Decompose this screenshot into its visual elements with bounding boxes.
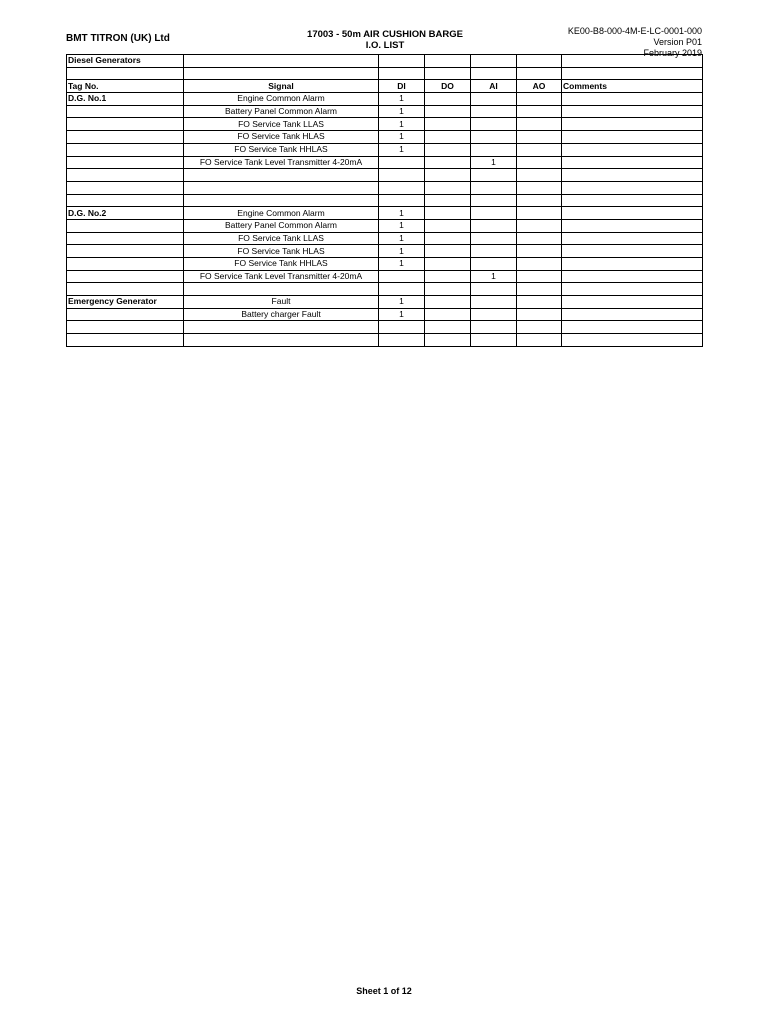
empty-cell xyxy=(425,55,471,68)
col-header-tag: Tag No. xyxy=(67,80,184,93)
cell-signal: Battery Panel Common Alarm xyxy=(184,219,379,232)
cell-tag xyxy=(67,156,184,169)
cell-ai xyxy=(471,181,517,194)
empty-cell xyxy=(562,55,703,68)
cell-ai xyxy=(471,169,517,182)
cell-tag xyxy=(67,283,184,296)
cell-ai xyxy=(471,308,517,321)
cell-signal: FO Service Tank HHLAS xyxy=(184,258,379,271)
table-row xyxy=(67,245,703,258)
cell-ao xyxy=(517,143,562,156)
cell-di xyxy=(379,181,425,194)
cell-tag xyxy=(67,232,184,245)
cell-ai xyxy=(471,321,517,334)
table-row xyxy=(67,219,703,232)
empty-cell xyxy=(184,67,379,80)
cell-signal: Fault xyxy=(184,296,379,309)
cell-ai: 1 xyxy=(471,270,517,283)
cell-tag: D.G. No.2 xyxy=(67,207,184,220)
table-row xyxy=(67,194,703,207)
cell-tag xyxy=(67,181,184,194)
cell-do xyxy=(425,93,471,106)
cell-di: 1 xyxy=(379,105,425,118)
list-title: I.O. LIST xyxy=(365,40,405,51)
project-title: 17003 - 50m AIR CUSHION BARGE xyxy=(307,29,463,40)
cell-tag xyxy=(67,118,184,131)
cell-comments xyxy=(562,118,703,131)
cell-ai xyxy=(471,194,517,207)
cell-ai xyxy=(471,143,517,156)
cell-do xyxy=(425,219,471,232)
cell-tag xyxy=(67,169,184,182)
cell-ai xyxy=(471,232,517,245)
col-header-ai: AI xyxy=(471,80,517,93)
cell-di xyxy=(379,194,425,207)
cell-di: 1 xyxy=(379,219,425,232)
cell-tag xyxy=(67,308,184,321)
cell-tag: Emergency Generator xyxy=(67,296,184,309)
cell-di: 1 xyxy=(379,232,425,245)
empty-cell xyxy=(67,67,184,80)
col-header-ao: AO xyxy=(517,80,562,93)
cell-comments xyxy=(562,156,703,169)
table-row xyxy=(67,207,703,220)
cell-ai xyxy=(471,283,517,296)
cell-signal: Battery Panel Common Alarm xyxy=(184,105,379,118)
cell-ao xyxy=(517,258,562,271)
cell-di: 1 xyxy=(379,308,425,321)
cell-ai: 1 xyxy=(471,156,517,169)
cell-di xyxy=(379,169,425,182)
cell-comments xyxy=(562,207,703,220)
cell-do xyxy=(425,308,471,321)
cell-do xyxy=(425,334,471,347)
cell-di: 1 xyxy=(379,207,425,220)
table-row xyxy=(67,143,703,156)
cell-tag xyxy=(67,131,184,144)
cell-comments xyxy=(562,258,703,271)
cell-comments xyxy=(562,270,703,283)
cell-do xyxy=(425,105,471,118)
cell-do xyxy=(425,169,471,182)
empty-cell xyxy=(379,55,425,68)
cell-ao xyxy=(517,321,562,334)
table-row xyxy=(67,232,703,245)
table-row xyxy=(67,118,703,131)
table-row xyxy=(67,105,703,118)
section-title: Diesel Generators xyxy=(67,55,184,68)
empty-cell xyxy=(184,55,379,68)
cell-ao xyxy=(517,283,562,296)
cell-signal xyxy=(184,169,379,182)
cell-ao xyxy=(517,219,562,232)
cell-tag xyxy=(67,194,184,207)
empty-cell xyxy=(562,67,703,80)
cell-comments xyxy=(562,283,703,296)
cell-tag xyxy=(67,219,184,232)
cell-do xyxy=(425,321,471,334)
empty-cell xyxy=(517,55,562,68)
cell-di: 1 xyxy=(379,118,425,131)
cell-tag: D.G. No.1 xyxy=(67,93,184,106)
cell-ai xyxy=(471,207,517,220)
cell-ao xyxy=(517,131,562,144)
cell-di xyxy=(379,321,425,334)
cell-signal: FO Service Tank HLAS xyxy=(184,245,379,258)
table-row xyxy=(67,270,703,283)
table-row xyxy=(67,296,703,309)
cell-comments xyxy=(562,245,703,258)
cell-signal xyxy=(184,334,379,347)
cell-do xyxy=(425,245,471,258)
cell-ao xyxy=(517,207,562,220)
cell-comments xyxy=(562,296,703,309)
cell-di: 1 xyxy=(379,131,425,144)
table-row xyxy=(67,334,703,347)
cell-comments xyxy=(562,131,703,144)
empty-cell xyxy=(471,55,517,68)
cell-ao xyxy=(517,93,562,106)
section-title-row xyxy=(67,55,703,68)
cell-comments xyxy=(562,93,703,106)
cell-di xyxy=(379,270,425,283)
cell-signal: FO Service Tank Level Transmitter 4-20mA xyxy=(184,156,379,169)
column-header-row xyxy=(67,80,703,93)
cell-di: 1 xyxy=(379,296,425,309)
cell-comments xyxy=(562,308,703,321)
cell-comments xyxy=(562,219,703,232)
cell-comments xyxy=(562,232,703,245)
doc-number: KE00-B8-000-4M-E-LC-0001-000 xyxy=(567,26,702,36)
cell-di: 1 xyxy=(379,93,425,106)
cell-ai xyxy=(471,118,517,131)
cell-di: 1 xyxy=(379,258,425,271)
cell-signal xyxy=(184,283,379,296)
cell-tag xyxy=(67,321,184,334)
table-row xyxy=(67,93,703,106)
table-row xyxy=(67,308,703,321)
cell-ao xyxy=(517,181,562,194)
cell-ai xyxy=(471,131,517,144)
cell-signal: FO Service Tank HLAS xyxy=(184,131,379,144)
cell-ao xyxy=(517,169,562,182)
cell-do xyxy=(425,131,471,144)
cell-ao xyxy=(517,194,562,207)
cell-signal: Battery charger Fault xyxy=(184,308,379,321)
table-row xyxy=(67,258,703,271)
cell-ai xyxy=(471,105,517,118)
cell-comments xyxy=(562,334,703,347)
cell-comments xyxy=(562,181,703,194)
cell-ai xyxy=(471,219,517,232)
cell-di: 1 xyxy=(379,143,425,156)
cell-tag xyxy=(67,143,184,156)
cell-tag xyxy=(67,105,184,118)
cell-ao xyxy=(517,105,562,118)
cell-di xyxy=(379,334,425,347)
doc-date: February 2019 xyxy=(643,48,702,58)
cell-ao xyxy=(517,118,562,131)
cell-comments xyxy=(562,105,703,118)
cell-comments xyxy=(562,143,703,156)
spacer-row xyxy=(67,67,703,80)
table-row xyxy=(67,156,703,169)
cell-signal: FO Service Tank HHLAS xyxy=(184,143,379,156)
cell-ao xyxy=(517,245,562,258)
doc-version: Version P01 xyxy=(653,37,702,47)
cell-comments xyxy=(562,321,703,334)
empty-cell xyxy=(517,67,562,80)
cell-tag xyxy=(67,334,184,347)
cell-signal: FO Service Tank Level Transmitter 4-20mA xyxy=(184,270,379,283)
cell-ai xyxy=(471,296,517,309)
cell-tag xyxy=(67,258,184,271)
empty-cell xyxy=(471,67,517,80)
cell-do xyxy=(425,296,471,309)
cell-do xyxy=(425,156,471,169)
cell-ao xyxy=(517,308,562,321)
cell-do xyxy=(425,118,471,131)
cell-do xyxy=(425,232,471,245)
cell-do xyxy=(425,181,471,194)
sheet-number: Sheet 1 of 12 xyxy=(356,986,412,996)
table-row xyxy=(67,181,703,194)
cell-ao xyxy=(517,270,562,283)
cell-tag xyxy=(67,245,184,258)
cell-tag xyxy=(67,270,184,283)
col-header-do: DO xyxy=(425,80,471,93)
cell-signal: FO Service Tank LLAS xyxy=(184,232,379,245)
table-row xyxy=(67,321,703,334)
cell-signal xyxy=(184,194,379,207)
table-row xyxy=(67,131,703,144)
cell-di xyxy=(379,156,425,169)
empty-cell xyxy=(379,67,425,80)
cell-signal: Engine Common Alarm xyxy=(184,207,379,220)
company-name: BMT TITRON (UK) Ltd xyxy=(66,33,170,44)
cell-comments xyxy=(562,169,703,182)
cell-di: 1 xyxy=(379,245,425,258)
col-header-di: DI xyxy=(379,80,425,93)
cell-ai xyxy=(471,258,517,271)
cell-do xyxy=(425,283,471,296)
cell-ai xyxy=(471,93,517,106)
cell-signal xyxy=(184,321,379,334)
cell-di xyxy=(379,283,425,296)
cell-ao xyxy=(517,334,562,347)
col-header-signal: Signal xyxy=(184,80,379,93)
cell-ao xyxy=(517,156,562,169)
table-row xyxy=(67,283,703,296)
cell-do xyxy=(425,270,471,283)
cell-do xyxy=(425,194,471,207)
cell-do xyxy=(425,258,471,271)
cell-comments xyxy=(562,194,703,207)
cell-ai xyxy=(471,334,517,347)
cell-signal xyxy=(184,181,379,194)
cell-do xyxy=(425,207,471,220)
table-row xyxy=(67,169,703,182)
document-title xyxy=(280,29,490,51)
cell-signal: FO Service Tank LLAS xyxy=(184,118,379,131)
io-list-table xyxy=(66,54,703,347)
cell-ao xyxy=(517,296,562,309)
cell-do xyxy=(425,143,471,156)
cell-ao xyxy=(517,232,562,245)
cell-ai xyxy=(471,245,517,258)
cell-signal: Engine Common Alarm xyxy=(184,93,379,106)
col-header-comments: Comments xyxy=(562,80,703,93)
empty-cell xyxy=(425,67,471,80)
